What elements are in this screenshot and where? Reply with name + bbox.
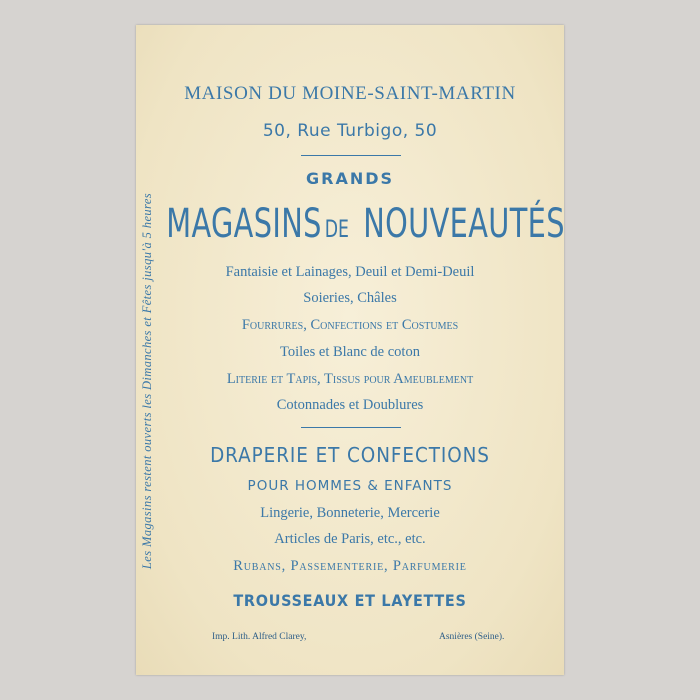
trousseaux-heading: TROUSSEAUX ET LAYETTES bbox=[233, 591, 467, 610]
rule-top bbox=[301, 155, 401, 156]
opening-hours-note: Les Magasins restent ouverts les Dimanches et Fêtes jusqu'à 5 heures bbox=[140, 192, 154, 570]
nouveautes-word: NOUVEAUTÉS bbox=[362, 201, 565, 247]
magasins-word: MAGASINS bbox=[166, 201, 322, 247]
goods-line: Articles de Paris, etc., etc. bbox=[274, 531, 426, 547]
de-word: DE bbox=[324, 215, 349, 243]
goods-line: Fantaisie et Lainages, Deuil et Demi-Deuil bbox=[225, 264, 475, 280]
trade-card bbox=[136, 25, 564, 675]
rule-middle bbox=[301, 427, 401, 428]
house-name: MAISON DU MOINE-SAINT-MARTIN bbox=[184, 83, 516, 104]
goods-line: Literie et Tapis, Tissus pour Ameublement bbox=[226, 371, 474, 387]
magasins-heading bbox=[136, 201, 564, 251]
address: 50, Rue Turbigo, 50 bbox=[262, 121, 438, 141]
draperie-heading: DRAPERIE ET CONFECTIONS bbox=[210, 443, 490, 467]
goods-line: Fourrures, Confections et Costumes bbox=[241, 317, 459, 333]
grands-heading: GRANDS bbox=[305, 169, 395, 188]
goods-line: Lingerie, Bonneterie, Mercerie bbox=[260, 505, 440, 521]
goods-line: Toiles et Blanc de coton bbox=[280, 344, 420, 360]
printer-place: Asnières (Seine). bbox=[439, 632, 505, 642]
goods-line: Soieries, Châles bbox=[303, 290, 397, 306]
printer-credit: Imp. Lith. Alfred Clarey, bbox=[212, 632, 307, 642]
goods-line: Rubans, Passementerie, Parfumerie bbox=[233, 558, 467, 574]
goods-line: Cotonnades et Doublures bbox=[276, 397, 424, 413]
pour-heading: POUR HOMMES & ENFANTS bbox=[247, 478, 453, 494]
